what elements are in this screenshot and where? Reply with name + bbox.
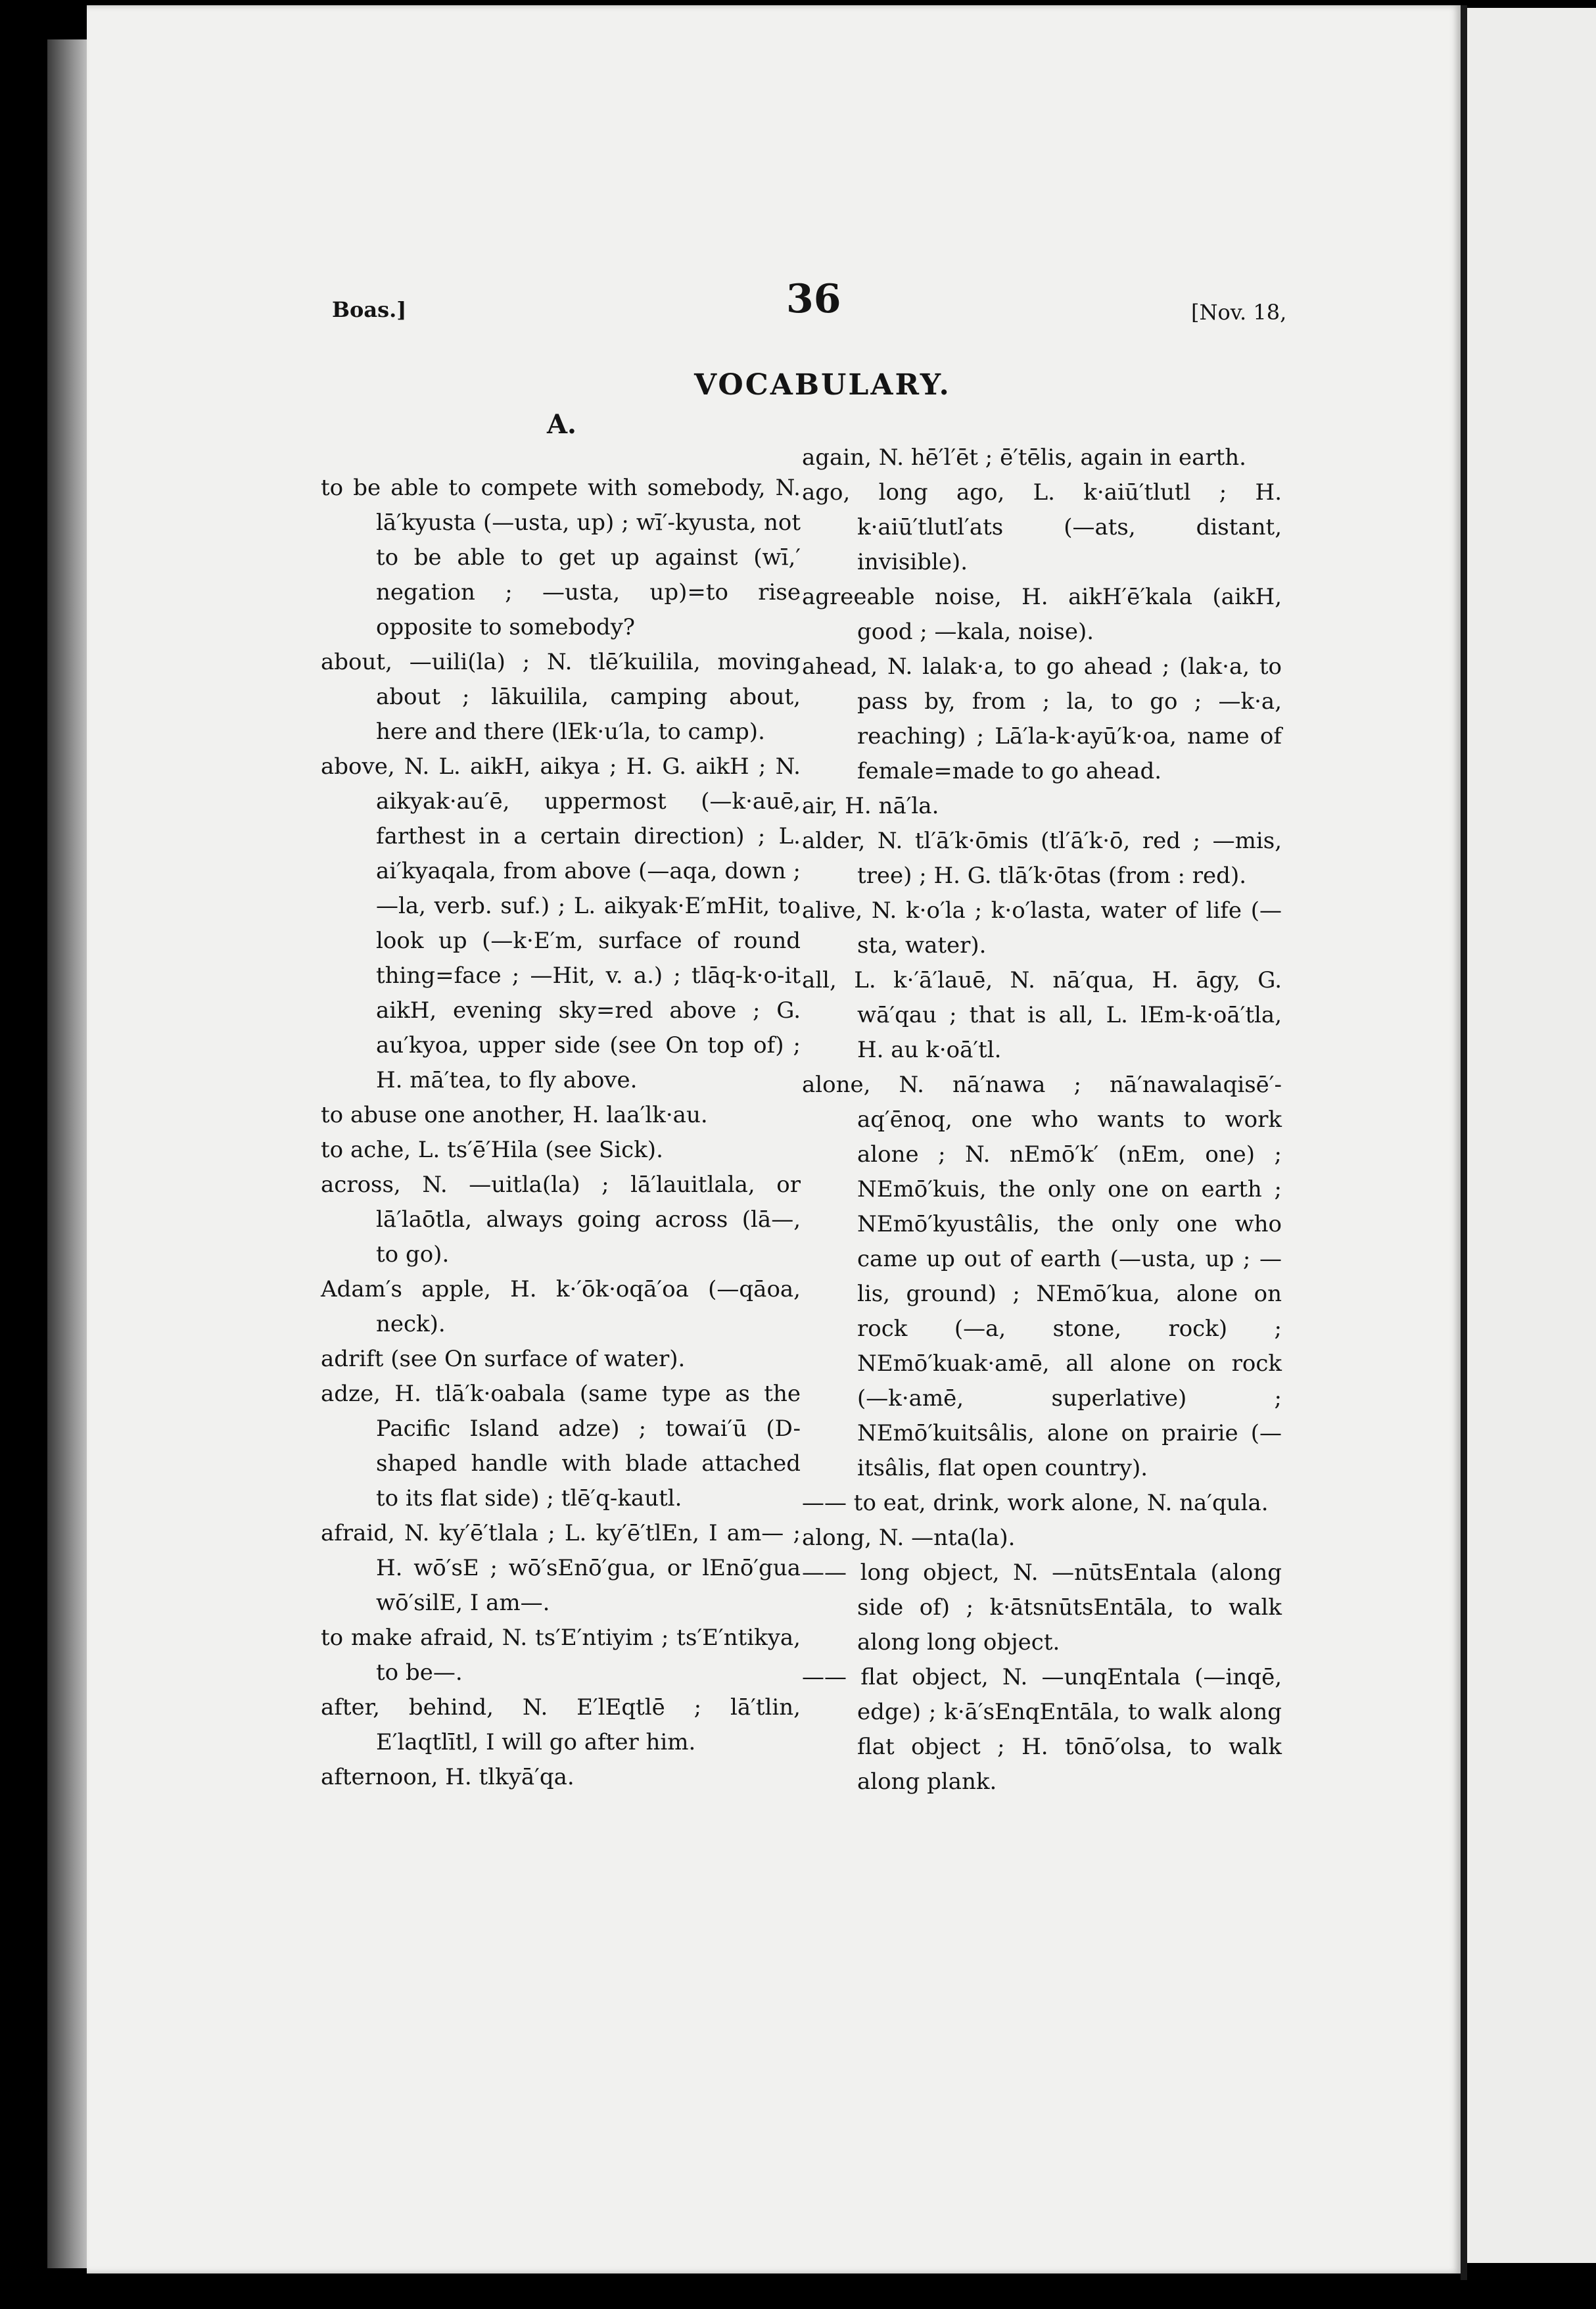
page-number: 36: [786, 276, 841, 322]
left-column: [321, 471, 801, 1795]
entry-abuse: to abuse one another, H. laa′lk·au.: [321, 1102, 708, 1128]
entry-adams-apple: Adam′s apple, H. k·′ōk·oqā′oa (—qāoa, neck).: [321, 1276, 801, 1337]
entry-after: after, behind, N. E′lEqtlē ; lā′tlin, E′laqtlītl, I will go after him.: [321, 1694, 801, 1755]
right-column: [802, 440, 1282, 1799]
entry-adrift: adrift (see On surface of water).: [321, 1346, 686, 1372]
entry-adze: adze, H. tlā′k·oabala (same type as the Pacific Island adze) ; towai′ū (D-shaped handle with blade attached to its flat side) ; tlē′q-kautl.: [321, 1381, 801, 1512]
section-letter: A.: [547, 409, 576, 440]
entry-afternoon: afternoon, H. tlkyā′qa.: [321, 1764, 575, 1790]
page-title: VOCABULARY.: [694, 368, 951, 402]
entry-along-flat-object: —— flat object, N. —unqEntala (—inqē, edge) ; k·ā′sEnqEntāla, to walk along flat object ; H. tōnō′olsa, to walk along plank.: [802, 1664, 1282, 1795]
entry-ago: ago, long ago, L. k·aiū′tlutl ; H. k·aiū′tlutl′ats (—ats, distant, invisible).: [802, 479, 1282, 575]
page-edge-left: [47, 39, 87, 2268]
entry-alder: alder, N. tl′ā′k·ōmis (tl′ā′k·ō, red ; —mis, tree) ; H. G. tlā′k·ōtas (from : red).: [802, 828, 1282, 889]
entry-again: again, N. hē′l′ēt ; ē′tēlis, again in earth.: [802, 444, 1246, 471]
entry-afraid: afraid, N. ky′ē′tlala ; L. ky′ē′tlEn, I am— ; H. wō′sE ; wō′sEnō′gua, or lEnō′gua wō′silE, I am—.: [321, 1520, 801, 1616]
entry-along: along, N. —nta(la).: [802, 1525, 1016, 1551]
entry-alive: alive, N. k·o′la ; k·o′lasta, water of life (—sta, water).: [802, 897, 1282, 959]
entry-make-afraid: to make afraid, N. ts′E′ntiyim ; ts′E′ntikya, to be—.: [321, 1625, 801, 1686]
entry-air: air, H. nā′la.: [802, 793, 939, 819]
next-page-edge: [1467, 8, 1596, 2263]
book-gutter: [1461, 5, 1467, 2280]
entry-alone: alone, N. nā′nawa ; nā′nawalaqisē′-aq′ēnoq, one who wants to work alone ; N. nEmō′k′ (nEm, one) ; NEmō′kuis, the only one on earth ; NEmō′kyustâlis, the only one who came up out of earth (—usta, up ; —lis, ground) ; NEmō′kua, alone on rock (—a, stone, rock) ; NEmō′kuak·amē, all alone on rock (—k·amē, superlative) ; NEmō′kuitsâlis, alone on prairie (—itsâlis, flat open country).: [802, 1072, 1282, 1481]
running-head-date: [Nov. 18,: [1191, 300, 1287, 325]
entry-agreeable-noise: agreeable noise, H. aikH′ē′kala (aikH, good ; —kala, noise).: [802, 584, 1282, 645]
entry-alone-eat: —— to eat, drink, work alone, N. na′qula.: [802, 1490, 1269, 1516]
entry-ahead: ahead, N. lalak·a, to go ahead ; (lak·a, to pass by, from ; la, to go ; —k·a, reaching) ; Lā′la-k·ayū′k·oa, name of female=made to go ahead.: [802, 654, 1282, 784]
entry-above: above, N. L. aikH, aikya ; H. G. aikH ; N. aikyak·au′ē, uppermost (—k·auē, farthest in a certain direction) ; L. ai′kyaqala, from above (—aqa, down ; —la, verb. suf.) ; L. aikyak·E′mHit, to look up (—k·E′m, surface of round thing=face ; —Hit, v. a.) ; tlāq-k·o-it aikH, evening sky=red above ; G. au′kyoa, upper side (see On top of) ; H. mā′tea, to fly above.: [321, 753, 801, 1093]
entry-along-long-object: —— long object, N. —nūtsEntala (along side of) ; k·ātsnūtsEntāla, to walk along long object.: [802, 1559, 1282, 1655]
entry-be-able-to-compete: to be able to compete with somebody, N. lā′kyusta (—usta, up) ; wī′-kyusta, not to be able to get up against (wī,′ negation ; —usta, up)=to rise opposite to somebody?: [321, 475, 801, 640]
entry-about: about, —uili(la) ; N. tlē′kuilila, moving about ; lākuilila, camping about, here and there (lEk·u′la, to camp).: [321, 649, 801, 745]
entry-all: all, L. k·′ā′lauē, N. nā′qua, H. āgy, G. wā′qau ; that is all, L. lEm-k·oā′tla, H. au k·oā′tl.: [802, 967, 1282, 1063]
entry-ache: to ache, L. ts′ē′Hila (see Sick).: [321, 1137, 663, 1163]
running-head-author: Boas.]: [332, 297, 407, 322]
entry-across: across, N. —uitla(la) ; lā′lauitlala, or lā′laōtla, always going across (lā—, to go).: [321, 1172, 801, 1268]
